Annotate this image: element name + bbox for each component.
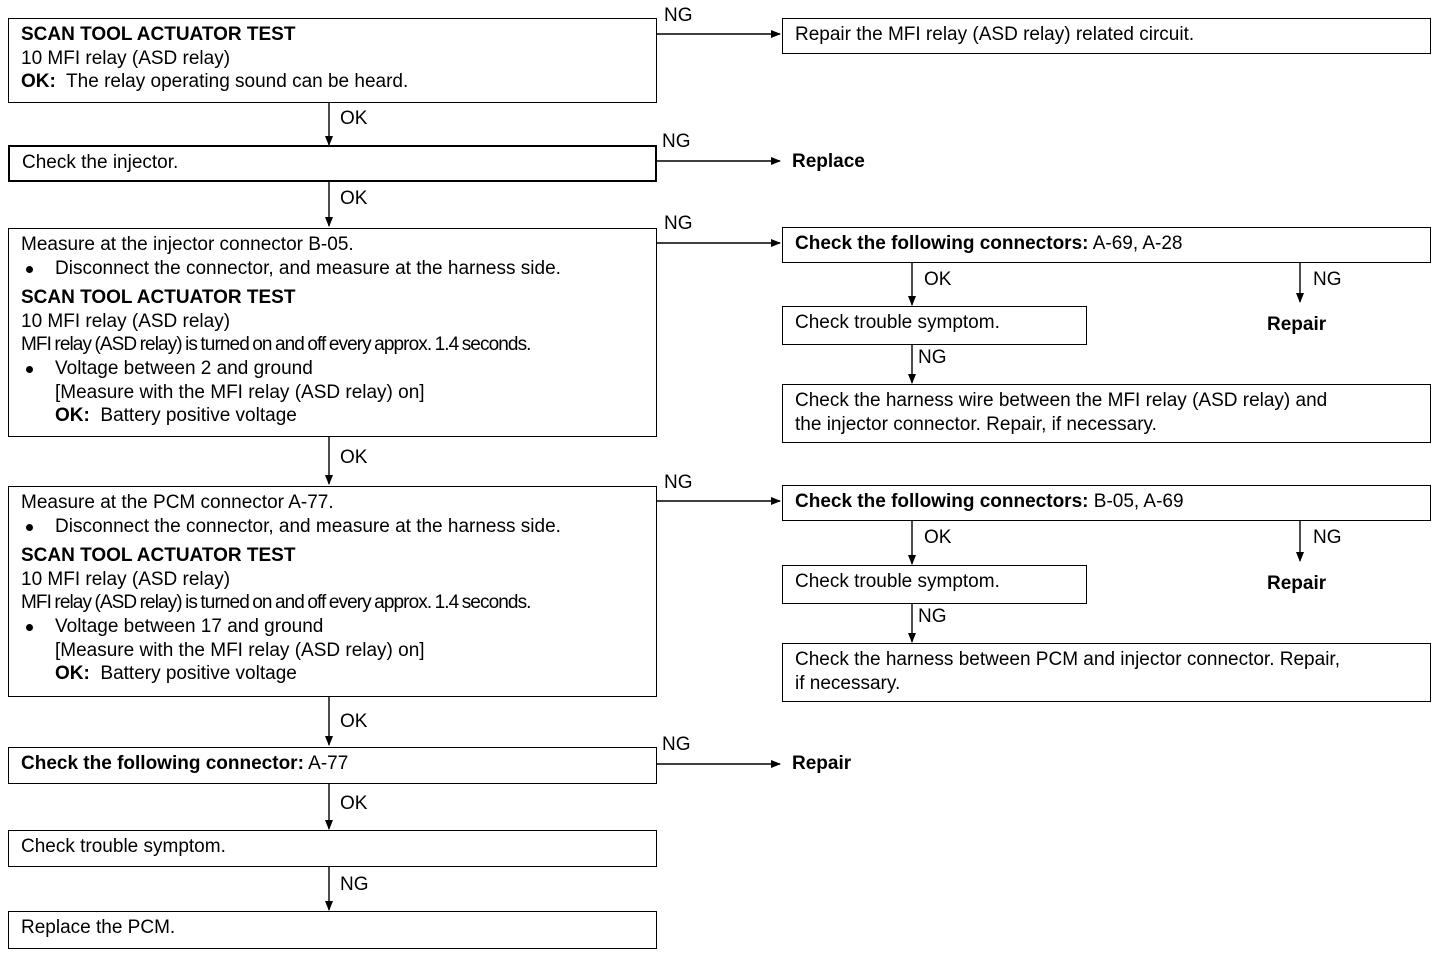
check-injector-box xyxy=(8,145,657,182)
check-connectors-box-b xyxy=(782,485,1431,521)
measure-pcm-bullet-2: Voltage between 17 and ground xyxy=(21,615,644,639)
harness-line-1-b: Check the harness between PCM and injector connector. Repair, xyxy=(795,649,1340,670)
measure-pcm-line-3: MFI relay (ASD relay) is turned on and off every approx. 1.4 seconds. xyxy=(21,592,531,614)
check-connectors-value-a: A-69, A-28 xyxy=(1092,233,1183,254)
harness-wire-line-1-a: Check the harness wire between the MFI relay (ASD relay) and xyxy=(795,390,1328,411)
repair-result-c: Repair xyxy=(792,753,852,774)
measure-injector-line-2: 10 MFI relay (ASD relay) xyxy=(21,310,231,332)
repair-result-b: Repair xyxy=(1267,573,1327,594)
measure-pcm-ok-text: Battery positive voltage xyxy=(100,663,297,685)
replace-result: Replace xyxy=(792,151,865,172)
measure-injector-ok-label: OK: xyxy=(55,405,90,427)
ok-label-3: OK xyxy=(340,447,368,468)
trouble-symptom-text-a: Check trouble symptom. xyxy=(795,312,1000,333)
trouble-symptom-main-box xyxy=(8,830,657,867)
ng-label-6: NG xyxy=(340,874,369,895)
check-connectors-label-a: Check the following connectors: xyxy=(795,233,1089,254)
ng-label-b-right: NG xyxy=(1313,527,1342,548)
check-connectors-value-b: B-05, A-69 xyxy=(1093,491,1184,512)
ng-label-b-down: NG xyxy=(918,606,947,627)
measure-injector-ok-text: Battery positive voltage xyxy=(100,405,297,427)
actuator-test-box-1 xyxy=(8,18,657,103)
ng-label-a-down: NG xyxy=(918,347,947,368)
ok-criteria-label-1: OK: xyxy=(21,71,56,93)
harness-line-2-b: if necessary. xyxy=(795,672,901,694)
ok-label-5: OK xyxy=(340,793,368,814)
measure-injector-bullet-1: Disconnect the connector, and measure at the harness side. xyxy=(21,257,644,281)
ng-label-1: NG xyxy=(664,5,693,26)
measure-injector-bullet-2: Voltage between 2 and ground xyxy=(21,357,644,381)
ng-label-a-right: NG xyxy=(1313,269,1342,290)
measure-injector-line-4: [Measure with the MFI relay (ASD relay) on] xyxy=(55,381,425,403)
trouble-symptom-text-b: Check trouble symptom. xyxy=(795,571,1000,592)
trouble-symptom-main-text: Check trouble symptom. xyxy=(21,836,226,857)
repair-relay-circuit-box xyxy=(782,18,1431,54)
check-connectors-box-a xyxy=(782,227,1431,263)
check-injector-text: Check the injector. xyxy=(22,152,179,173)
ng-label-3: NG xyxy=(664,213,693,234)
check-connector-a77-value: A-77 xyxy=(308,753,349,774)
actuator-test-title-1: SCAN TOOL ACTUATOR TEST xyxy=(21,24,296,45)
ok-criteria-text-1: The relay operating sound can be heard. xyxy=(66,71,409,93)
measure-pcm-line-4: [Measure with the MFI relay (ASD relay) on] xyxy=(55,639,425,661)
repair-relay-circuit-text: Repair the MFI relay (ASD relay) related circuit. xyxy=(795,24,1195,45)
check-connector-a77-label: Check the following connector: xyxy=(21,753,304,774)
measure-injector-box xyxy=(8,228,657,437)
harness-box-b xyxy=(782,643,1431,702)
trouble-symptom-box-b xyxy=(782,565,1087,604)
repair-result-a: Repair xyxy=(1267,314,1327,335)
check-connectors-label-b: Check the following connectors: xyxy=(795,491,1089,512)
ok-label-2: OK xyxy=(340,188,368,209)
measure-pcm-bullet-1: Disconnect the connector, and measure at the harness side. xyxy=(21,515,644,539)
measure-injector-title: SCAN TOOL ACTUATOR TEST xyxy=(21,287,296,309)
replace-pcm-text: Replace the PCM. xyxy=(21,917,176,938)
ng-label-5: NG xyxy=(662,734,691,755)
harness-wire-line-2-a: the injector connector. Repair, if necessary. xyxy=(795,413,1157,435)
ng-label-4: NG xyxy=(664,472,693,493)
ng-label-2: NG xyxy=(662,131,691,152)
measure-pcm-box xyxy=(8,486,657,697)
measure-pcm-ok-label: OK: xyxy=(55,663,90,685)
measure-pcm-title: SCAN TOOL ACTUATOR TEST xyxy=(21,545,296,567)
harness-wire-box-a xyxy=(782,384,1431,443)
check-connector-a77-box xyxy=(8,747,657,784)
measure-pcm-line-2: 10 MFI relay (ASD relay) xyxy=(21,568,231,590)
replace-pcm-box xyxy=(8,911,657,949)
ok-label-4: OK xyxy=(340,711,368,732)
ok-label-a: OK xyxy=(924,269,952,290)
ok-label-1: OK xyxy=(340,108,368,129)
actuator-test-line-1: 10 MFI relay (ASD relay) xyxy=(21,47,231,69)
trouble-symptom-box-a xyxy=(782,306,1087,345)
measure-injector-line-1: Measure at the injector connector B-05. xyxy=(21,234,354,255)
measure-pcm-line-1: Measure at the PCM connector A-77. xyxy=(21,492,334,513)
ok-label-b: OK xyxy=(924,527,952,548)
measure-injector-line-3: MFI relay (ASD relay) is turned on and off every approx. 1.4 seconds. xyxy=(21,334,531,356)
